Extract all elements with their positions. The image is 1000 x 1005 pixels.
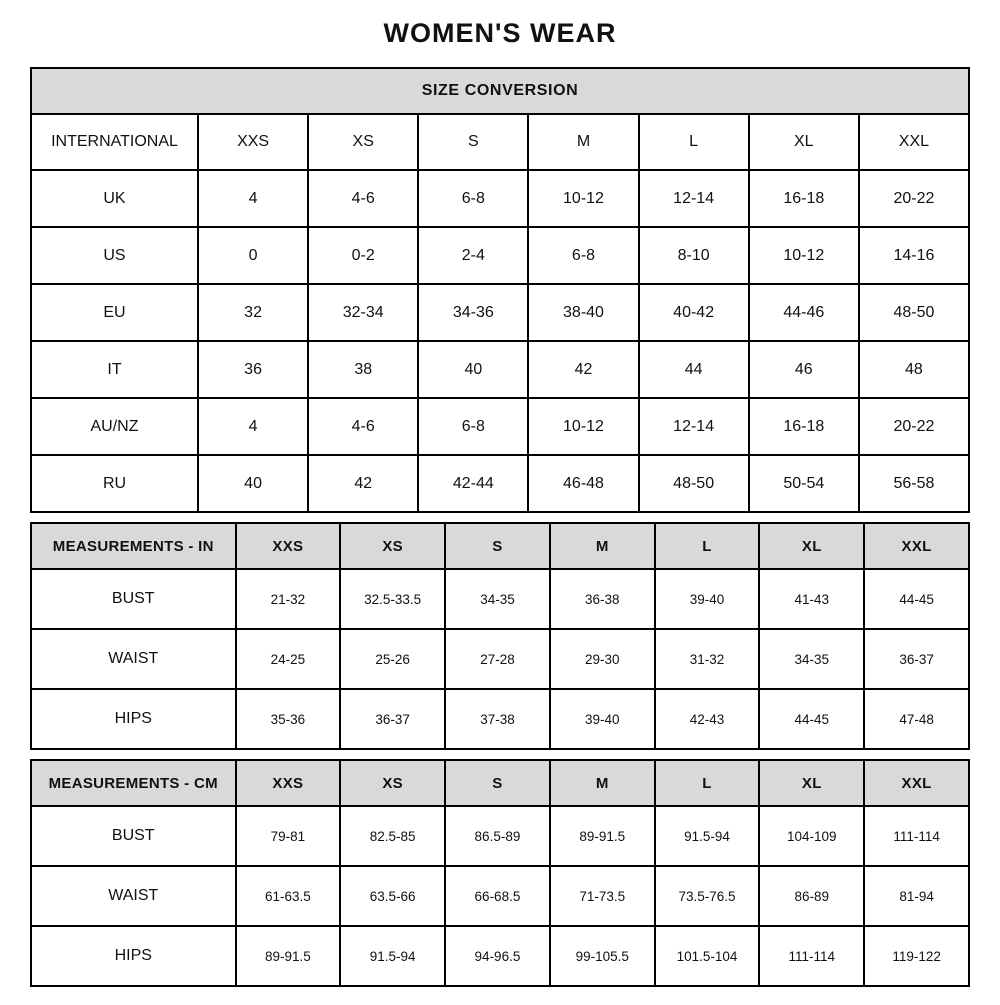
value-cell: 6-8 — [528, 227, 638, 284]
size-col-header: XS — [308, 114, 418, 170]
value-cell: 44 — [639, 341, 749, 398]
row-label: US — [31, 227, 198, 284]
value-cell: 46 — [749, 341, 859, 398]
size-col-header: XXL — [864, 760, 969, 806]
value-cell: 44-46 — [749, 284, 859, 341]
banner-row — [31, 68, 969, 114]
value-cell: 8-10 — [639, 227, 749, 284]
row-label: WAIST — [31, 866, 236, 926]
value-cell: 14-16 — [859, 227, 969, 284]
value-cell: 94-96.5 — [445, 926, 550, 986]
size-col-header: XXS — [236, 523, 341, 569]
value-cell: 47-48 — [864, 689, 969, 749]
size-col-header: M — [528, 114, 638, 170]
table-row — [31, 689, 969, 749]
table-row — [31, 284, 969, 341]
size-col-header: XS — [340, 760, 445, 806]
value-cell: 36 — [198, 341, 308, 398]
size-col-header: XXL — [864, 523, 969, 569]
value-cell: 39-40 — [655, 569, 760, 629]
value-cell: 36-37 — [864, 629, 969, 689]
value-cell: 38 — [308, 341, 418, 398]
size-col-header: M — [550, 760, 655, 806]
table-row — [31, 926, 969, 986]
size-col-header: S — [445, 523, 550, 569]
size-col-header: M — [550, 523, 655, 569]
value-cell: 29-30 — [550, 629, 655, 689]
row-label: BUST — [31, 806, 236, 866]
value-cell: 10-12 — [528, 170, 638, 227]
row-label: AU/NZ — [31, 398, 198, 455]
measurements-cm-table — [30, 759, 970, 987]
table-row — [31, 629, 969, 689]
value-cell: 24-25 — [236, 629, 341, 689]
table-header-label: MEASUREMENTS - CM — [31, 760, 236, 806]
value-cell: 34-35 — [759, 629, 864, 689]
value-cell: 91.5-94 — [340, 926, 445, 986]
value-cell: 21-32 — [236, 569, 341, 629]
row-label: EU — [31, 284, 198, 341]
size-col-header: L — [655, 523, 760, 569]
value-cell: 10-12 — [528, 398, 638, 455]
value-cell: 79-81 — [236, 806, 341, 866]
page-title: WOMEN'S WEAR — [383, 18, 617, 48]
value-cell: 73.5-76.5 — [655, 866, 760, 926]
measurements-in-table — [30, 522, 970, 750]
table-row — [31, 455, 969, 512]
value-cell: 91.5-94 — [655, 806, 760, 866]
size-col-header: L — [639, 114, 749, 170]
table-header-label: MEASUREMENTS - IN — [31, 523, 236, 569]
value-cell: 81-94 — [864, 866, 969, 926]
value-cell: 42 — [528, 341, 638, 398]
value-cell: 2-4 — [418, 227, 528, 284]
value-cell: 40 — [198, 455, 308, 512]
value-cell: 82.5-85 — [340, 806, 445, 866]
value-cell: 32-34 — [308, 284, 418, 341]
value-cell: 89-91.5 — [550, 806, 655, 866]
value-cell: 27-28 — [445, 629, 550, 689]
value-cell: 56-58 — [859, 455, 969, 512]
value-cell: 0-2 — [308, 227, 418, 284]
value-cell: 41-43 — [759, 569, 864, 629]
row-label: HIPS — [31, 926, 236, 986]
value-cell: 37-38 — [445, 689, 550, 749]
value-cell: 40-42 — [639, 284, 749, 341]
value-cell: 4-6 — [308, 398, 418, 455]
value-cell: 66-68.5 — [445, 866, 550, 926]
value-cell: 50-54 — [749, 455, 859, 512]
value-cell: 42-44 — [418, 455, 528, 512]
value-cell: 6-8 — [418, 170, 528, 227]
row-label: UK — [31, 170, 198, 227]
size-conversion-banner: SIZE CONVERSION — [31, 68, 969, 114]
value-cell: 42-43 — [655, 689, 760, 749]
size-col-header: XXS — [236, 760, 341, 806]
row-label: WAIST — [31, 629, 236, 689]
table-header-label: INTERNATIONAL — [31, 114, 198, 170]
size-col-header: XS — [340, 523, 445, 569]
value-cell: 44-45 — [759, 689, 864, 749]
row-label: RU — [31, 455, 198, 512]
value-cell: 86-89 — [759, 866, 864, 926]
value-cell: 10-12 — [749, 227, 859, 284]
value-cell: 104-109 — [759, 806, 864, 866]
value-cell: 99-105.5 — [550, 926, 655, 986]
value-cell: 48-50 — [639, 455, 749, 512]
size-col-header: S — [445, 760, 550, 806]
value-cell: 40 — [418, 341, 528, 398]
header-row — [31, 114, 969, 170]
value-cell: 12-14 — [639, 170, 749, 227]
size-col-header: XXL — [859, 114, 969, 170]
value-cell: 31-32 — [655, 629, 760, 689]
row-label: BUST — [31, 569, 236, 629]
table-row — [31, 227, 969, 284]
value-cell: 6-8 — [418, 398, 528, 455]
value-cell: 89-91.5 — [236, 926, 341, 986]
value-cell: 4 — [198, 170, 308, 227]
size-col-header: XXS — [198, 114, 308, 170]
table-row — [31, 569, 969, 629]
value-cell: 35-36 — [236, 689, 341, 749]
value-cell: 12-14 — [639, 398, 749, 455]
size-col-header: L — [655, 760, 760, 806]
value-cell: 34-36 — [418, 284, 528, 341]
value-cell: 42 — [308, 455, 418, 512]
value-cell: 46-48 — [528, 455, 638, 512]
table-row — [31, 341, 969, 398]
value-cell: 63.5-66 — [340, 866, 445, 926]
header-row — [31, 760, 969, 806]
size-col-header: XL — [759, 760, 864, 806]
value-cell: 71-73.5 — [550, 866, 655, 926]
value-cell: 16-18 — [749, 170, 859, 227]
value-cell: 20-22 — [859, 398, 969, 455]
value-cell: 101.5-104 — [655, 926, 760, 986]
value-cell: 34-35 — [445, 569, 550, 629]
table-row — [31, 398, 969, 455]
value-cell: 48 — [859, 341, 969, 398]
value-cell: 61-63.5 — [236, 866, 341, 926]
value-cell: 119-122 — [864, 926, 969, 986]
table-row — [31, 866, 969, 926]
row-label: IT — [31, 341, 198, 398]
value-cell: 32.5-33.5 — [340, 569, 445, 629]
row-label: HIPS — [31, 689, 236, 749]
value-cell: 38-40 — [528, 284, 638, 341]
value-cell: 16-18 — [749, 398, 859, 455]
value-cell: 111-114 — [864, 806, 969, 866]
value-cell: 39-40 — [550, 689, 655, 749]
value-cell: 20-22 — [859, 170, 969, 227]
size-col-header: XL — [759, 523, 864, 569]
value-cell: 25-26 — [340, 629, 445, 689]
value-cell: 4-6 — [308, 170, 418, 227]
value-cell: 48-50 — [859, 284, 969, 341]
value-cell: 36-38 — [550, 569, 655, 629]
table-row — [31, 806, 969, 866]
header-row — [31, 523, 969, 569]
table-row — [31, 170, 969, 227]
size-col-header: XL — [749, 114, 859, 170]
value-cell: 111-114 — [759, 926, 864, 986]
size-col-header: S — [418, 114, 528, 170]
size-conversion-table — [30, 67, 970, 513]
value-cell: 32 — [198, 284, 308, 341]
value-cell: 36-37 — [340, 689, 445, 749]
value-cell: 4 — [198, 398, 308, 455]
value-cell: 44-45 — [864, 569, 969, 629]
value-cell: 0 — [198, 227, 308, 284]
value-cell: 86.5-89 — [445, 806, 550, 866]
